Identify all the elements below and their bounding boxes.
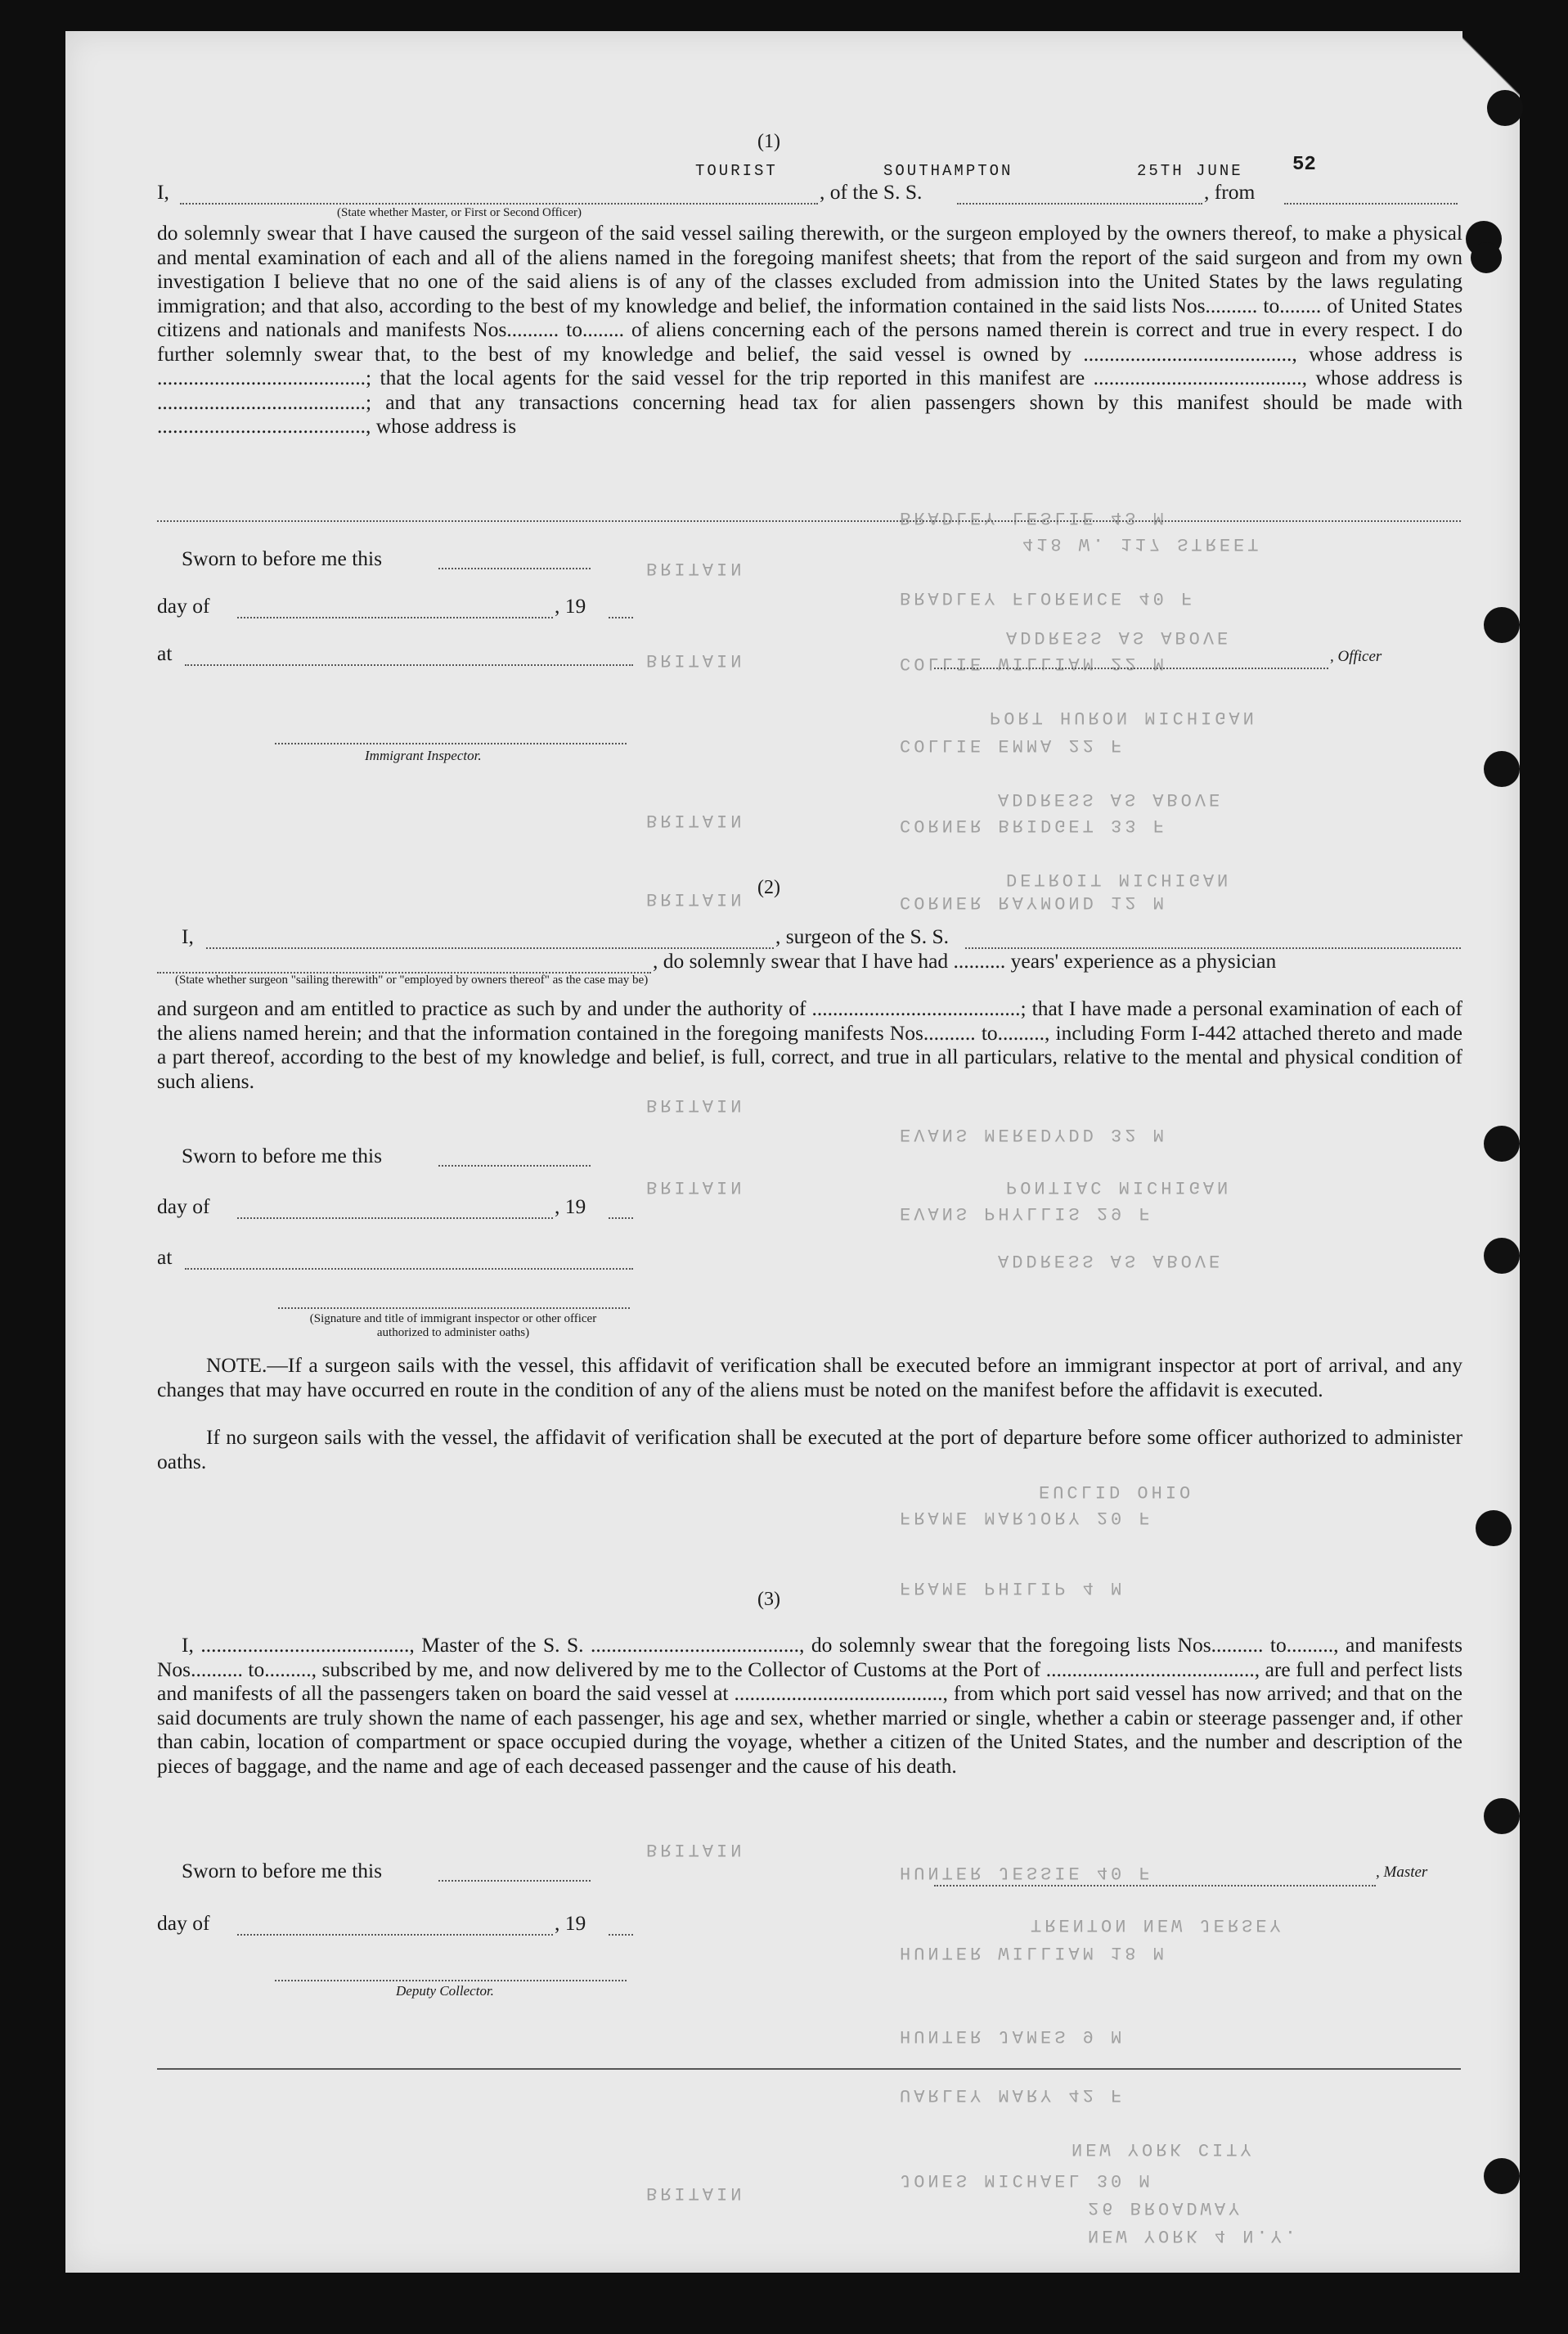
bleed-through-line: BRITAIN — [646, 888, 745, 909]
punch-hole — [1484, 1126, 1520, 1162]
punch-hole — [1484, 2158, 1520, 2194]
officer-title: , Officer — [1330, 648, 1382, 665]
note-paragraph-1: NOTE.—If a surgeon sails with the vessel, this affidavit of verification shall be executed before an immigrant inspector at port of arrival, and any changes that may have occurred en route in the condition of any of the aliens must be noted on the manifest before the affidavit is executed. — [157, 1353, 1462, 1401]
bleed-through-line: BRITAIN — [646, 650, 745, 670]
bleed-through-line: EUCLID OHIO — [1039, 1481, 1194, 1501]
bleed-through-line: HUNTER JAMES 9 M — [900, 2026, 1125, 2046]
section-2-i-label: I, — [182, 924, 194, 948]
filled-port: SOUTHAMPTON — [883, 162, 1013, 180]
bleed-through-line: FRAME MARJORY 20 F — [900, 1507, 1153, 1527]
section-2-body: and surgeon and am entitled to practice as such by and under the authority of ........................................; that I have made a personal examination of each of the aliens named herein; and that the information contained in the foregoing manifests Nos.......... to........., including Form I-442 attached thereto and made a part thereof, according to the best of my knowledge and belief, is full, correct, and true in all particulars, relative to the mental and physical condition of such aliens. — [157, 996, 1462, 1093]
bleed-through-line: BRADLEY FLORENCE 40 F — [900, 587, 1196, 608]
manifest-page — [65, 31, 1520, 2273]
signature-note: (Signature and title of immigrant inspector or other officer authorized to administer oaths) — [309, 1312, 597, 1339]
bleed-through-line: NEW YORK 4 N.Y. — [1088, 2225, 1300, 2246]
punch-hole — [1471, 242, 1502, 273]
section-3-number: (3) — [757, 1589, 780, 1610]
at-line-1 — [185, 664, 633, 666]
bleed-through-line: CORNER RAYMOND 12 M — [900, 892, 1167, 912]
bleed-through-line: BRITAIN — [646, 1839, 745, 1860]
year-label-1: , 19 — [555, 594, 586, 618]
officer-signature-line — [934, 668, 1328, 669]
sworn-line-2 — [438, 1165, 591, 1167]
surgeon-of-ss: , surgeon of the S. S. — [775, 924, 950, 948]
bleed-through-line: PONTIAC MICHIGAN — [1006, 1176, 1232, 1197]
day-line-1 — [237, 617, 553, 618]
bleed-through-line: BRITAIN — [646, 2183, 745, 2203]
at-label-2: at — [157, 1245, 173, 1269]
day-of-label-2: day of — [157, 1194, 210, 1218]
surgeon-swear-line: , do solemnly swear that I have had .......... years' experience as a physician — [653, 949, 1277, 973]
collector-title: Deputy Collector. — [396, 1983, 494, 1999]
bleed-through-line: FRAME PHILIP 4 M — [900, 1577, 1125, 1598]
day-line-2 — [237, 1217, 553, 1219]
punch-hole — [1484, 751, 1520, 787]
section-1-body: do solemnly swear that I have caused the surgeon of the said vessel sailing therewith, or the surgeon employed by the owners thereof, to make a physical and mental examination of each and all of the aliens named in the foregoing manifest sheets; that from the report of the said surgeon and from my own investigation I believe that no one of the said aliens is of any of the classes excluded from admission into the United States by the laws regulating immigration; and that also, according to the best of my knowledge and belief, the information contained in the said lists Nos.......... to........ of United States citizens and nationals and manifests Nos.......... to........ of aliens concerning each of the persons named therein is correct and true in every respect. I do further solemnly swear that, to the best of my knowledge and belief, the said vessel is owned by ........................................, whose address is ........................................; that the local agents for the said vessel for the trip reported in this manifest are ........................................, whose address is ........................................; and that any transactions concerning head tax for alien passengers shown by this manifest should be made with ........................................, whose address is — [157, 221, 1462, 438]
bleed-through-line: PORT HURON MICHIGAN — [990, 707, 1257, 727]
punch-hole — [1487, 90, 1523, 126]
year-line-1 — [609, 617, 633, 618]
bleed-through-line: 418 W. 117 STREET — [1022, 533, 1262, 554]
sworn-line-3 — [438, 1880, 591, 1882]
master-title: , Master — [1376, 1864, 1428, 1881]
sworn-label-3: Sworn to before me this — [182, 1859, 383, 1882]
master-name-line — [180, 203, 818, 205]
day-line-3 — [237, 1934, 553, 1936]
bleed-through-line: UARLEY MARY 42 F — [900, 2084, 1125, 2105]
bleed-through-line: BRITAIN — [646, 1095, 745, 1115]
sworn-label-1: Sworn to before me this — [182, 546, 383, 570]
at-line-2 — [185, 1268, 633, 1270]
bleed-through-line: NEW YORK CITY — [1072, 2138, 1255, 2159]
bleed-through-line: CORNER BRIDGET 33 F — [900, 815, 1167, 835]
ship-name-line — [957, 203, 1202, 205]
bleed-through-line: ADDRESS AS ABOVE — [998, 1250, 1224, 1270]
section-1-i-label: I, — [157, 180, 169, 204]
bleed-through-line: JONES MICHAEL 30 M — [900, 2170, 1153, 2190]
bleed-through-line: HUNTER WILLIAM 18 M — [900, 1942, 1167, 1963]
bleed-through-line: TRENTON NEW JERSEY — [1031, 1914, 1284, 1935]
blank-address-line — [157, 520, 1461, 522]
bleed-through-line: DETROIT MICHIGAN — [1006, 869, 1232, 889]
bleed-through-line: HUNTER JESSIE 40 F — [900, 1862, 1153, 1882]
note-paragraph-2: If no surgeon sails with the vessel, the affidavit of verification shall be executed at the port of departure before some officer authorized to administer oaths. — [157, 1425, 1462, 1473]
bleed-through-line: ADDRESS AS ABOVE — [1006, 627, 1232, 647]
sworn-line-1 — [438, 568, 591, 569]
filled-date: 25TH JUNE — [1137, 162, 1243, 180]
of-ss-label: , of the S. S. — [820, 180, 923, 204]
inspector-title: Immigrant Inspector. — [365, 748, 482, 763]
bleed-through-line: EVANS PHYLLIS 29 F — [900, 1203, 1153, 1223]
collector-signature-line — [275, 1980, 627, 1981]
bleed-through-line: COLLIE WILLIAM 22 M — [900, 653, 1167, 673]
punch-hole — [1476, 1510, 1512, 1546]
inspector-signature-line — [275, 743, 627, 744]
day-of-label-3: day of — [157, 1911, 210, 1935]
section-2-number: (2) — [757, 877, 780, 898]
year-label-3: , 19 — [555, 1911, 586, 1935]
filled-page-number: 52 — [1292, 154, 1316, 176]
bleed-through-line: EVANS MEREDYDD 32 M — [900, 1124, 1167, 1145]
bleed-through-line: COLLIE EMMA 22 F — [900, 735, 1125, 755]
master-qualifier-note: (State whether Master, or First or Second Officer) — [337, 206, 582, 219]
inspector-signature-line-2 — [278, 1307, 630, 1309]
bleed-through-line: 26 BROADWAY — [1088, 2197, 1243, 2218]
bleed-through-line: BRADLEY LESLIE 43 M — [900, 507, 1167, 528]
punch-hole — [1484, 1238, 1520, 1274]
at-label-1: at — [157, 641, 173, 665]
day-of-label-1: day of — [157, 594, 210, 618]
bleed-through-line: BRITAIN — [646, 1176, 745, 1197]
year-line-3 — [609, 1934, 633, 1936]
sworn-label-2: Sworn to before me this — [182, 1144, 383, 1167]
filled-class: TOURIST — [695, 162, 778, 180]
from-port-line — [1284, 203, 1458, 205]
bleed-through-line: BRITAIN — [646, 810, 745, 830]
surgeon-qualifier-note: (State whether surgeon "sailing therewith" or "employed by owners thereof" as the case may be) — [175, 974, 649, 987]
section-3-body: I, ........................................, Master of the S. S. ........................................, do solemnly swear that the foregoing lists Nos.......... to........., and manifests Nos.......... to........., subscribed by me, and now delivered by me to the Collector of Customs at the Port of ........................................, are full and perfect lists and manifests of all the passengers taken on board the said vessel at ........................................, from which port said vessel has now arrived; and that on the said documents are truly shown the name of each passenger, his age and sex, whether married or single, whether a cabin or steerage passenger and, if other than cabin, location of compartment or space occupied during the voyage, whether a citizen of the United States, and the number and description of the pieces of baggage, and the name and age of each deceased passenger and the cause of his death. — [157, 1633, 1462, 1778]
punch-hole — [1484, 1798, 1520, 1834]
punch-hole — [1484, 607, 1520, 643]
master-signature-line — [934, 1885, 1376, 1887]
from-label: , from — [1204, 180, 1256, 204]
bleed-through-line: ADDRESS AS ABOVE — [998, 789, 1224, 809]
bleed-through-line: BRITAIN — [646, 558, 745, 578]
year-label-2: , 19 — [555, 1194, 586, 1218]
section-1-number: (1) — [757, 131, 780, 152]
year-line-2 — [609, 1217, 633, 1219]
bottom-rule — [157, 2068, 1461, 2070]
